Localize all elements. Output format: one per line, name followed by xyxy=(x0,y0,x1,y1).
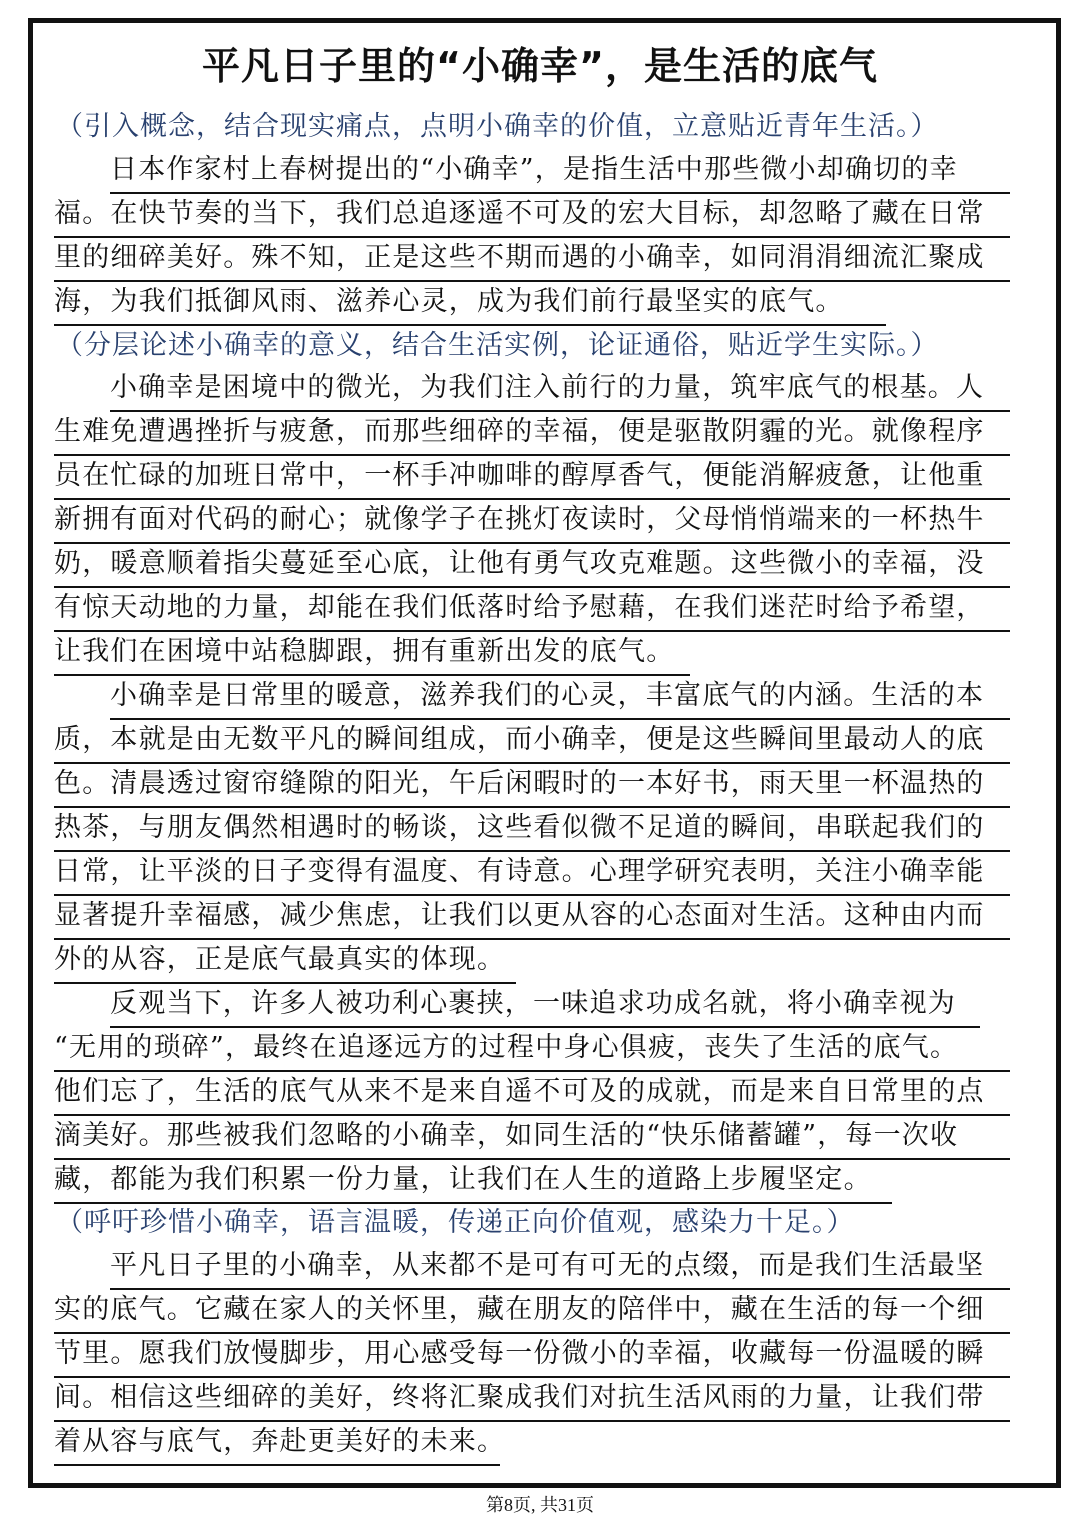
annotation-conclusion: （呼吁珍惜小确幸，语言温暖，传递正向价值观，感染力十足。） xyxy=(56,1207,855,1238)
text-line: 小确幸是困境中的微光，为我们注入前行的力量，筑牢底气的根基。人 xyxy=(110,368,1010,412)
text-line: 里的细碎美好。殊不知，正是这些不期而遇的小确幸，如同涓涓细流汇聚成 xyxy=(54,238,1010,282)
text-line: “无用的琐碎”，最终在追逐远方的过程中身心俱疲，丧失了生活的底气。 xyxy=(54,1028,1010,1072)
text-line: 福。在快节奏的当下，我们总追逐遥不可及的宏大目标，却忽略了藏在日常 xyxy=(54,194,1010,238)
text-line: 平凡日子里的小确幸，从来都不是可有可无的点缀，而是我们生活最坚 xyxy=(110,1246,1010,1290)
text-line: 奶，暖意顺着指尖蔓延至心底，让他有勇气攻克难题。这些微小的幸福，没 xyxy=(54,544,1010,588)
text-line: 日本作家村上春树提出的“小确幸”，是指生活中那些微小却确切的幸 xyxy=(110,150,1010,194)
essay-title: 平凡日子里的“小确幸”，是生活的底气 xyxy=(202,44,878,88)
text-line: 色。清晨透过窗帘缝隙的阳光，午后闲暇时的一本好书，雨天里一杯温热的 xyxy=(54,764,1010,808)
text-line: 他们忘了，生活的底气从来不是来自遥不可及的成就，而是来自日常里的点 xyxy=(54,1072,1010,1116)
text-line: 显著提升幸福感，减少焦虑，让我们以更从容的心态面对生活。这种由内而 xyxy=(54,896,1010,940)
text-line: 热茶，与朋友偶然相遇时的畅谈，这些看似微不足道的瞬间，串联起我们的 xyxy=(54,808,1010,852)
text-line: 日常，让平淡的日子变得有温度、有诗意。心理学研究表明，关注小确幸能 xyxy=(54,852,1010,896)
text-line: 海，为我们抵御风雨、滋养心灵，成为我们前行最坚实的底气。 xyxy=(54,282,886,326)
text-line: 着从容与底气，奔赴更美好的未来。 xyxy=(54,1422,500,1466)
text-line: 实的底气。它藏在家人的关怀里，藏在朋友的陪伴中，藏在生活的每一个细 xyxy=(54,1290,1010,1334)
text-line: 外的从容，正是底气最真实的体现。 xyxy=(54,940,516,984)
text-line: 新拥有面对代码的耐心；就像学子在挑灯夜读时，父母悄悄端来的一杯热牛 xyxy=(54,500,1010,544)
page-number: 第8页, 共31页 xyxy=(486,1495,594,1515)
annotation-body: （分层论述小确幸的意义，结合生活实例，论证通俗，贴近学生实际。） xyxy=(56,330,939,361)
text-line: 反观当下，许多人被功利心裹挟，一味追求功成名就，将小确幸视为 xyxy=(110,984,980,1028)
text-line: 间。相信这些细碎的美好，终将汇聚成我们对抗生活风雨的力量，让我们带 xyxy=(54,1378,1010,1422)
text-line: 生难免遭遇挫折与疲惫，而那些细碎的幸福，便是驱散阴霾的光。就像程序 xyxy=(54,412,1010,456)
text-line: 节里。愿我们放慢脚步，用心感受每一份微小的幸福，收藏每一份温暖的瞬 xyxy=(54,1334,1010,1378)
text-line: 小确幸是日常里的暖意，滋养我们的心灵，丰富底气的内涵。生活的本 xyxy=(110,676,1010,720)
text-line: 员在忙碌的加班日常中，一杯手冲咖啡的醇厚香气，便能消解疲惫，让他重 xyxy=(54,456,1010,500)
text-line: 有惊天动地的力量，却能在我们低落时给予慰藉，在我们迷茫时给予希望， xyxy=(54,588,1010,632)
text-line: 藏，都能为我们积累一份力量，让我们在人生的道路上步履坚定。 xyxy=(54,1160,892,1204)
text-line: 质，本就是由无数平凡的瞬间组成，而小确幸，便是这些瞬间里最动人的底 xyxy=(54,720,1010,764)
text-line: 让我们在困境中站稳脚跟，拥有重新出发的底气。 xyxy=(54,632,690,676)
annotation-intro: （引入概念，结合现实痛点，点明小确幸的价值，立意贴近青年生活。） xyxy=(56,111,939,142)
text-line: 滴美好。那些被我们忽略的小确幸，如同生活的“快乐储蓄罐”，每一次收 xyxy=(54,1116,1010,1160)
